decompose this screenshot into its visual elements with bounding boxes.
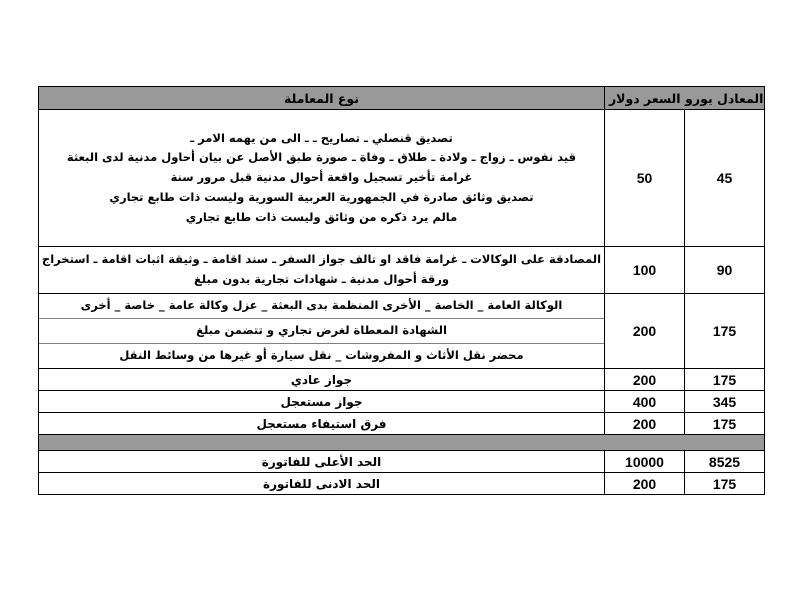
cell-description: فرق استيفاء مستعجل xyxy=(39,413,605,435)
cell-description xyxy=(39,294,605,369)
description-line: تصديق قنصلي ـ تصاريح ـ ـ الى من يهمه الامر ـ xyxy=(190,130,453,145)
description-subrow xyxy=(39,319,604,344)
table-row xyxy=(39,247,765,294)
table-body xyxy=(39,110,765,495)
cell-euro: 175 xyxy=(685,473,765,495)
column-header-euro: المعادل يورو xyxy=(685,87,765,110)
description-line: ورقة أحوال مدنية ـ شهادات تجارية بدون مبلغ xyxy=(193,272,450,286)
cell-euro: 90 xyxy=(685,247,765,294)
cell-description: جواز عادي xyxy=(39,369,605,391)
description-line: محضر نقل الأثاث و المفروشات _ نقل سيارة أو غيرها من وسائط النقل xyxy=(119,348,524,363)
table-header xyxy=(39,87,765,110)
table-row xyxy=(39,413,765,435)
description-line: تصديق وثائق صادرة في الجمهورية العربية السورية وليست ذات طابع تجاري xyxy=(109,189,534,204)
description-subtable xyxy=(39,294,604,368)
table-row xyxy=(39,110,765,247)
cell-dollar: 100 xyxy=(605,247,685,294)
cell-dollar: 200 xyxy=(605,369,685,391)
description-line: قيد نفوس ـ زواج ـ ولادة ـ طلاق ـ وفاة ـ صورة طبق الأصل عن بيان أحاول مدنية لدى البعثة xyxy=(66,150,577,165)
table-header-row xyxy=(39,87,765,110)
table-row xyxy=(39,451,765,473)
table-row xyxy=(39,473,765,495)
cell-dollar: 10000 xyxy=(605,451,685,473)
cell-dollar: 200 xyxy=(605,473,685,495)
cell-euro: 175 xyxy=(685,294,765,369)
table-row xyxy=(39,369,765,391)
description-subrow xyxy=(39,294,604,319)
table-row xyxy=(39,391,765,413)
table-row xyxy=(39,294,765,369)
column-header-dollar: السعر دولار xyxy=(605,87,685,110)
cell-dollar: 400 xyxy=(605,391,685,413)
cell-euro: 175 xyxy=(685,413,765,435)
cell-dollar: 50 xyxy=(605,110,685,247)
cell-description: الحد الادنى للفاتورة xyxy=(39,473,605,495)
column-header-description: نوع المعاملة xyxy=(39,87,605,110)
consular-fee-table xyxy=(38,86,765,495)
cell-description: الحد الأعلى للفاتورة xyxy=(39,451,605,473)
cell-description xyxy=(39,110,605,247)
table-separator-band xyxy=(39,435,765,451)
cell-euro: 45 xyxy=(685,110,765,247)
description-line: مالم يرد ذكره من وثائق وليست ذات طابع تجاري xyxy=(185,209,458,224)
separator-cell xyxy=(39,435,765,451)
description-line: غرامة تأخير تسجيل واقعة أحوال مدنية قبل مرور سنة xyxy=(170,170,473,185)
cell-dollar: 200 xyxy=(605,294,685,369)
cell-dollar: 200 xyxy=(605,413,685,435)
description-line: الوكالة العامة _ الخاصة _ الأخرى المنظمة بدى البعثة _ عزل وكالة عامة _ خاصة _ أخرى xyxy=(39,294,604,319)
cell-euro: 8525 xyxy=(685,451,765,473)
description-subrow xyxy=(39,344,604,369)
description-line: المصادقة على الوكالات ـ غرامة فاقد او تالف جواز السفر ـ سند اقامة ـ وثيقة اثبات اقامة ـ استخراج xyxy=(41,252,602,267)
cell-euro: 175 xyxy=(685,369,765,391)
cell-euro: 345 xyxy=(685,391,765,413)
cell-description xyxy=(39,247,605,294)
description-line: الشهادة المعطاة لغرض تجاري و تتضمن مبلغ xyxy=(39,319,604,344)
cell-description: جواز مستعجل xyxy=(39,391,605,413)
